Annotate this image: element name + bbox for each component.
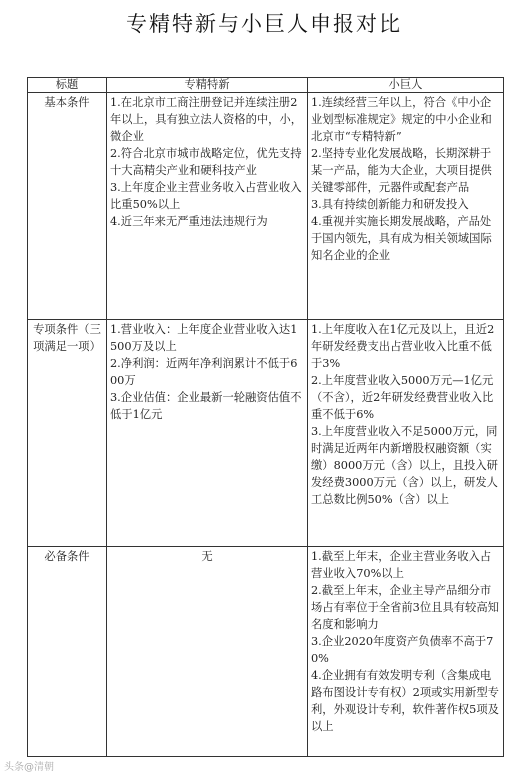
row-label: 专项条件（三项满足一项） (28, 320, 107, 547)
list-item: 4.企业拥有有效发明专利（含集成电路布图设计专有权）2项或实用新型专利，外观设计专利，软件著作权5项及以上 (311, 669, 499, 733)
list-item: 3.上年度企业主营业务收入占营业收入比重50%以上 (110, 181, 302, 211)
header-xiaojuren: 小巨人 (308, 78, 504, 93)
list-item: 2.净利润：近两年净利润累计不低于600万 (110, 357, 298, 387)
list-item: 1.连续经营三年以上，符合《中小企业划型标准规定》规定的中小企业和北京市“专精特新” (311, 96, 492, 143)
header-zhuanjingtexin: 专精特新 (107, 78, 308, 93)
comparison-table (27, 77, 504, 757)
cell-zhuanjingtexin (107, 93, 308, 320)
list-item: 1.在北京市工商注册登记并连续注册2年以上，具有独立法人资格的中，小，微企业 (110, 96, 303, 143)
cell-xiaojuren (308, 320, 504, 547)
list-item: 2.符合北京市城市战略定位，优先支持十大高精尖产业和硬科技产业 (110, 147, 302, 177)
list-item: 1.上年度收入在1亿元及以上，且近2年研发经费支出占营业收入比重不低于3% (311, 323, 495, 370)
list-item: 2.截至上年末，企业主导产品细分市场占有率位于全省前3位且具有较高知名度和影响力 (311, 584, 499, 631)
list-item: 3.企业2020年度资产负债率不高于70% (311, 635, 494, 665)
cell-xiaojuren (308, 93, 504, 320)
watermark: 头条@清朝 (4, 762, 54, 773)
cell-zhuanjingtexin: 无 (107, 547, 308, 757)
page-title: 专精特新与小巨人申报对比 (126, 12, 402, 36)
list-item: 3.上年度营业收入不足5000万元，同时满足近两年内新增股权融资额（实缴）8000万元（含）以上，且投入研发经费3000万元（含）以上，研发人工总数比例50%（含）以上 (311, 425, 498, 506)
table-row-required (28, 547, 504, 757)
list-item: 3.具有持续创新能力和研发投入 (311, 198, 469, 211)
row-label: 基本条件 (28, 93, 107, 320)
table-row-special (28, 320, 504, 547)
table-row-basic (28, 93, 504, 320)
cell-xiaojuren (308, 547, 504, 757)
list-item: 3.企业估值：企业最新一轮融资估值不低于1亿元 (110, 391, 302, 421)
list-item: 4.近三年来无严重违法违规行为 (110, 215, 268, 228)
table-header-row (28, 78, 504, 93)
list-item: 1.截至上年末，企业主营业务收入占营业收入70%以上 (311, 550, 492, 580)
list-item: 1.营业收入：上年度企业营业收入达1500万及以上 (110, 323, 298, 353)
header-title: 标题 (28, 78, 107, 93)
cell-zhuanjingtexin (107, 320, 308, 547)
list-item: 2.上年度营业收入5000万元—1亿元（不含），近2年研发经费营业收入比重不低于6% (311, 374, 494, 421)
list-item: 4.重视并实施长期发展战略，产品处于国内领先，具有成为相关领域国际知名企业的企业 (311, 215, 492, 262)
list-item: 2.坚持专业化发展战略，长期深耕于某一产品，能为大企业，大项目提供关键零部件，元器件或配套产品 (311, 147, 492, 194)
row-label: 必备条件 (28, 547, 107, 757)
